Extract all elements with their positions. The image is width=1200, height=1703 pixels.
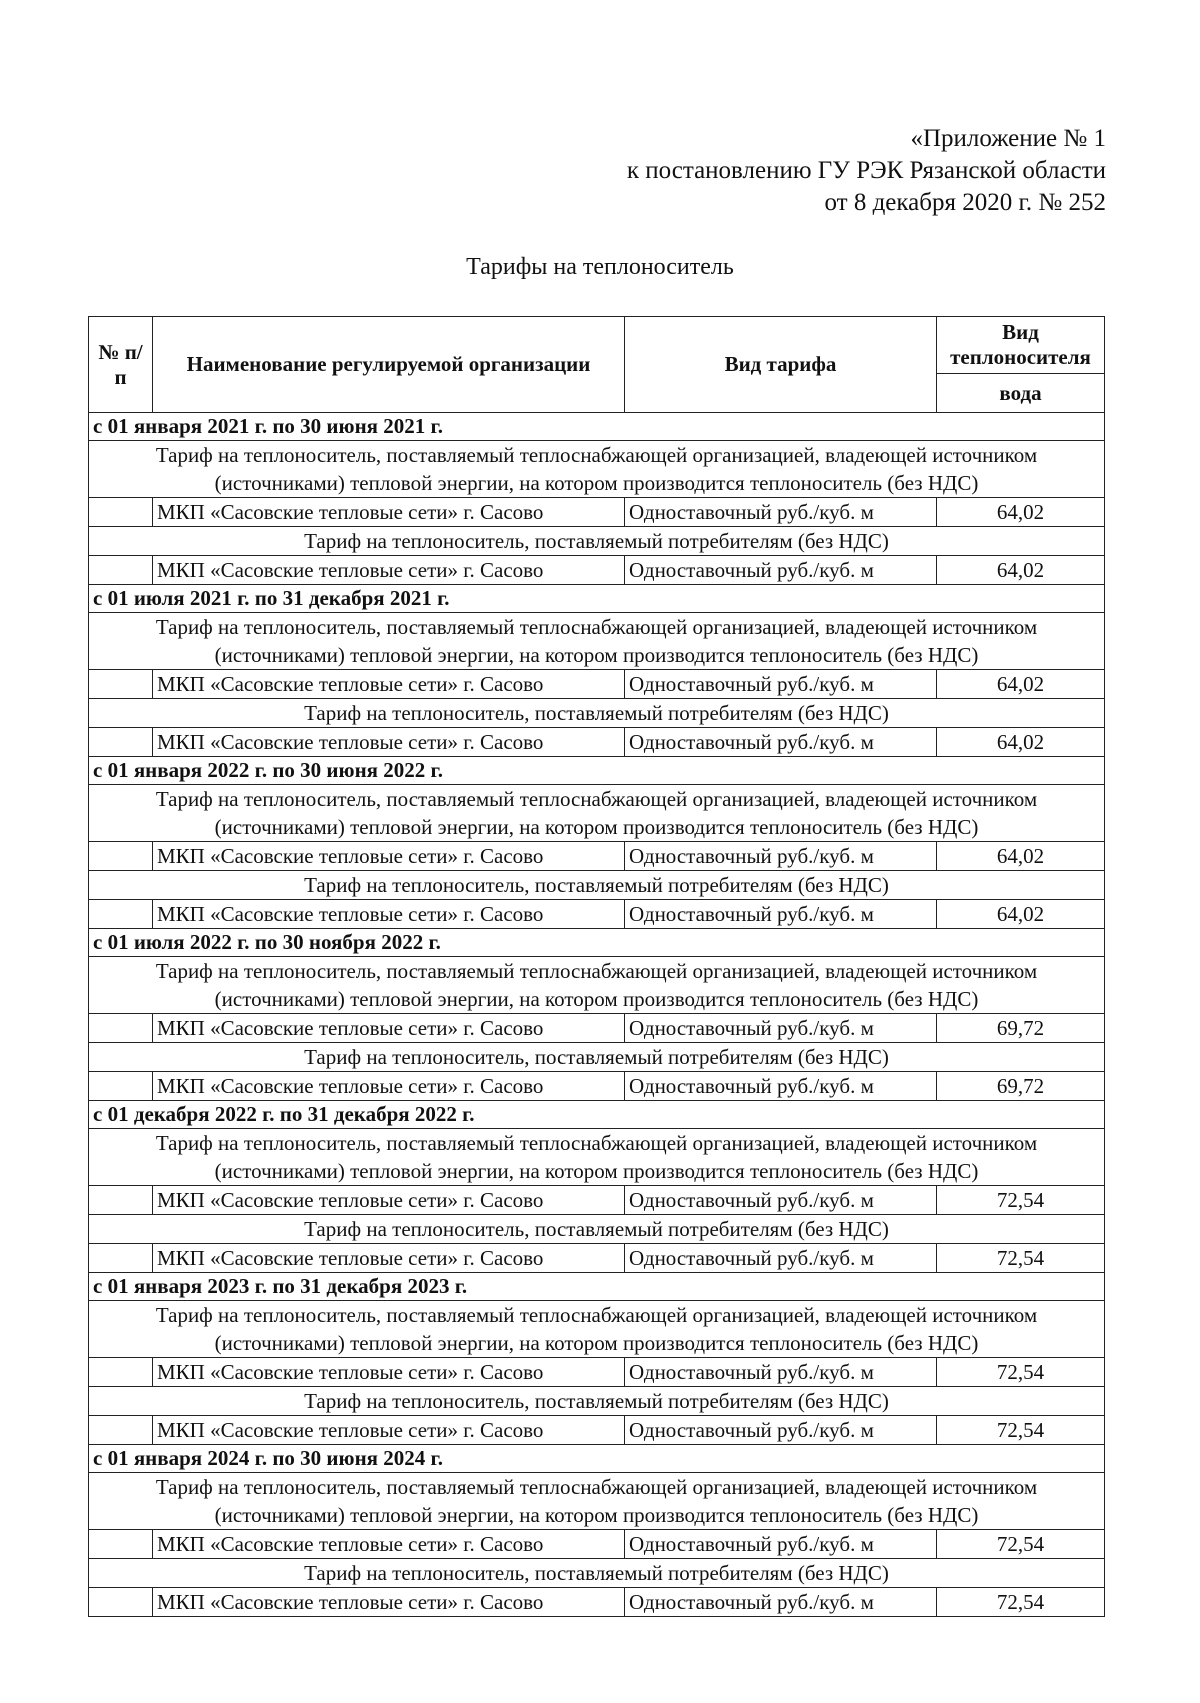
appendix-line: «Приложение № 1 (910, 125, 1106, 152)
tariff-kind-cell: Одноставочный руб./куб. м (625, 1244, 937, 1273)
row-number-cell (89, 1014, 153, 1043)
notice-row-consumers (89, 699, 1105, 728)
notice-row-source (89, 441, 1105, 498)
period-label: с 01 июля 2022 г. по 30 ноября 2022 г. (89, 929, 1105, 957)
row-number-cell (89, 1530, 153, 1559)
tariff-value-cell: 64,02 (937, 670, 1105, 699)
tariff-kind-cell: Одноставочный руб./куб. м (625, 1014, 937, 1043)
tariff-kind-cell: Одноставочный руб./куб. м (625, 498, 937, 527)
notice-row-source (89, 957, 1105, 1014)
notice-row-source (89, 785, 1105, 842)
organization-cell: МКП «Сасовские тепловые сети» г. Сасово (153, 1588, 625, 1617)
appendix-line: от 8 декабря 2020 г. № 252 (824, 189, 1106, 216)
period-label: с 01 января 2024 г. по 30 июня 2024 г. (89, 1445, 1105, 1473)
organization-cell: МКП «Сасовские тепловые сети» г. Сасово (153, 1014, 625, 1043)
document-title: Тарифы на теплоноситель (466, 254, 734, 280)
notice-row-source (89, 1473, 1105, 1530)
table-row (89, 1416, 1105, 1445)
tariff-kind-cell: Одноставочный руб./куб. м (625, 1530, 937, 1559)
table-row (89, 1186, 1105, 1215)
period-label: с 01 января 2023 г. по 31 декабря 2023 г. (89, 1273, 1105, 1301)
period-row (89, 757, 1105, 785)
notice-consumers-text: Тариф на теплоноситель, поставляемый потребителям (без НДС) (89, 871, 1105, 900)
tariff-kind-cell: Одноставочный руб./куб. м (625, 728, 937, 757)
tariff-kind-cell: Одноставочный руб./куб. м (625, 556, 937, 585)
row-number-cell (89, 1416, 153, 1445)
table-row (89, 498, 1105, 527)
notice-consumers-text: Тариф на теплоноситель, поставляемый потребителям (без НДС) (89, 527, 1105, 556)
notice-row-consumers (89, 871, 1105, 900)
tariff-kind-cell: Одноставочный руб./куб. м (625, 1588, 937, 1617)
tariff-kind-cell: Одноставочный руб./куб. м (625, 1358, 937, 1387)
row-number-cell (89, 498, 153, 527)
row-number-cell (89, 900, 153, 929)
notice-consumers-text: Тариф на теплоноситель, поставляемый потребителям (без НДС) (89, 1559, 1105, 1588)
notice-row-source (89, 613, 1105, 670)
row-number-cell (89, 1358, 153, 1387)
period-label: с 01 декабря 2022 г. по 31 декабря 2022 г. (89, 1101, 1105, 1129)
table-row (89, 1530, 1105, 1559)
tariff-value-cell: 64,02 (937, 556, 1105, 585)
notice-row-consumers (89, 1559, 1105, 1588)
tariff-value-cell: 69,72 (937, 1014, 1105, 1043)
row-number-cell (89, 1244, 153, 1273)
tariff-kind-cell: Одноставочный руб./куб. м (625, 670, 937, 699)
tariff-value-cell: 64,02 (937, 498, 1105, 527)
table-row (89, 1244, 1105, 1273)
table-row (89, 1014, 1105, 1043)
organization-cell: МКП «Сасовские тепловые сети» г. Сасово (153, 728, 625, 757)
table-row (89, 1358, 1105, 1387)
tariff-kind-cell: Одноставочный руб./куб. м (625, 900, 937, 929)
tariff-value-cell: 72,54 (937, 1358, 1105, 1387)
table-row (89, 556, 1105, 585)
tariff-value-cell: 64,02 (937, 728, 1105, 757)
row-number-cell (89, 1072, 153, 1101)
notice-row-consumers (89, 1387, 1105, 1416)
period-label: с 01 января 2022 г. по 30 июня 2022 г. (89, 757, 1105, 785)
notice-source-text: Тариф на теплоноситель, поставляемый теплоснабжающей организацией, владеющей источником (источниками) тепловой энергии, на котором производится теплоноситель (без НДС) (89, 785, 1105, 842)
tariffs-table-body (89, 413, 1105, 1617)
organization-cell: МКП «Сасовские тепловые сети» г. Сасово (153, 1072, 625, 1101)
row-number-cell (89, 1186, 153, 1215)
notice-row-consumers (89, 527, 1105, 556)
period-row (89, 1445, 1105, 1473)
appendix-line: к постановлению ГУ РЭК Рязанской области (626, 157, 1106, 184)
column-header-tariff-kind: Вид тарифа (625, 317, 937, 413)
table-row (89, 900, 1105, 929)
table-row (89, 1588, 1105, 1617)
tariff-kind-cell: Одноставочный руб./куб. м (625, 1186, 937, 1215)
notice-source-text: Тариф на теплоноситель, поставляемый теплоснабжающей организацией, владеющей источником (источниками) тепловой энергии, на котором производится теплоноситель (без НДС) (89, 441, 1105, 498)
tariff-kind-cell: Одноставочный руб./куб. м (625, 1072, 937, 1101)
notice-row-consumers (89, 1215, 1105, 1244)
organization-cell: МКП «Сасовские тепловые сети» г. Сасово (153, 1358, 625, 1387)
column-header-number: № п/п (89, 317, 153, 413)
tariff-value-cell: 64,02 (937, 900, 1105, 929)
tariffs-table (88, 316, 1105, 1617)
organization-cell: МКП «Сасовские тепловые сети» г. Сасово (153, 900, 625, 929)
period-row (89, 1273, 1105, 1301)
notice-consumers-text: Тариф на теплоноситель, поставляемый потребителям (без НДС) (89, 1043, 1105, 1072)
organization-cell: МКП «Сасовские тепловые сети» г. Сасово (153, 842, 625, 871)
period-row (89, 929, 1105, 957)
notice-consumers-text: Тариф на теплоноситель, поставляемый потребителям (без НДС) (89, 1215, 1105, 1244)
notice-row-source (89, 1301, 1105, 1358)
column-header-carrier: Вид теплоносителя (937, 317, 1105, 374)
row-number-cell (89, 842, 153, 871)
notice-source-text: Тариф на теплоноситель, поставляемый теплоснабжающей организацией, владеющей источником (источниками) тепловой энергии, на котором производится теплоноситель (без НДС) (89, 1301, 1105, 1358)
organization-cell: МКП «Сасовские тепловые сети» г. Сасово (153, 670, 625, 699)
notice-consumers-text: Тариф на теплоноситель, поставляемый потребителям (без НДС) (89, 1387, 1105, 1416)
table-row (89, 1072, 1105, 1101)
organization-cell: МКП «Сасовские тепловые сети» г. Сасово (153, 1416, 625, 1445)
organization-cell: МКП «Сасовские тепловые сети» г. Сасово (153, 556, 625, 585)
organization-cell: МКП «Сасовские тепловые сети» г. Сасово (153, 1186, 625, 1215)
appendix-note (627, 123, 1106, 219)
notice-row-consumers (89, 1043, 1105, 1072)
table-row (89, 842, 1105, 871)
organization-cell: МКП «Сасовские тепловые сети» г. Сасово (153, 1530, 625, 1559)
tariff-kind-cell: Одноставочный руб./куб. м (625, 1416, 937, 1445)
tariff-kind-cell: Одноставочный руб./куб. м (625, 842, 937, 871)
tariff-value-cell: 72,54 (937, 1530, 1105, 1559)
notice-source-text: Тариф на теплоноситель, поставляемый теплоснабжающей организацией, владеющей источником (источниками) тепловой энергии, на котором производится теплоноситель (без НДС) (89, 1473, 1105, 1530)
period-label: с 01 июля 2021 г. по 31 декабря 2021 г. (89, 585, 1105, 613)
period-row (89, 413, 1105, 441)
organization-cell: МКП «Сасовские тепловые сети» г. Сасово (153, 498, 625, 527)
notice-consumers-text: Тариф на теплоноситель, поставляемый потребителям (без НДС) (89, 699, 1105, 728)
column-header-organization: Наименование регулируемой организации (153, 317, 625, 413)
period-label: с 01 января 2021 г. по 30 июня 2021 г. (89, 413, 1105, 441)
notice-row-source (89, 1129, 1105, 1186)
row-number-cell (89, 728, 153, 757)
notice-source-text: Тариф на теплоноситель, поставляемый теплоснабжающей организацией, владеющей источником (источниками) тепловой энергии, на котором производится теплоноситель (без НДС) (89, 1129, 1105, 1186)
period-row (89, 585, 1105, 613)
tariff-value-cell: 64,02 (937, 842, 1105, 871)
row-number-cell (89, 670, 153, 699)
row-number-cell (89, 1588, 153, 1617)
row-number-cell (89, 556, 153, 585)
notice-source-text: Тариф на теплоноситель, поставляемый теплоснабжающей организацией, владеющей источником (источниками) тепловой энергии, на котором производится теплоноситель (без НДС) (89, 957, 1105, 1014)
tariff-value-cell: 72,54 (937, 1416, 1105, 1445)
tariff-value-cell: 72,54 (937, 1588, 1105, 1617)
table-row (89, 670, 1105, 699)
period-row (89, 1101, 1105, 1129)
column-header-water: вода (937, 374, 1105, 413)
notice-source-text: Тариф на теплоноситель, поставляемый теплоснабжающей организацией, владеющей источником (источниками) тепловой энергии, на котором производится теплоноситель (без НДС) (89, 613, 1105, 670)
tariff-value-cell: 72,54 (937, 1244, 1105, 1273)
table-row (89, 728, 1105, 757)
organization-cell: МКП «Сасовские тепловые сети» г. Сасово (153, 1244, 625, 1273)
tariff-value-cell: 72,54 (937, 1186, 1105, 1215)
tariff-value-cell: 69,72 (937, 1072, 1105, 1101)
